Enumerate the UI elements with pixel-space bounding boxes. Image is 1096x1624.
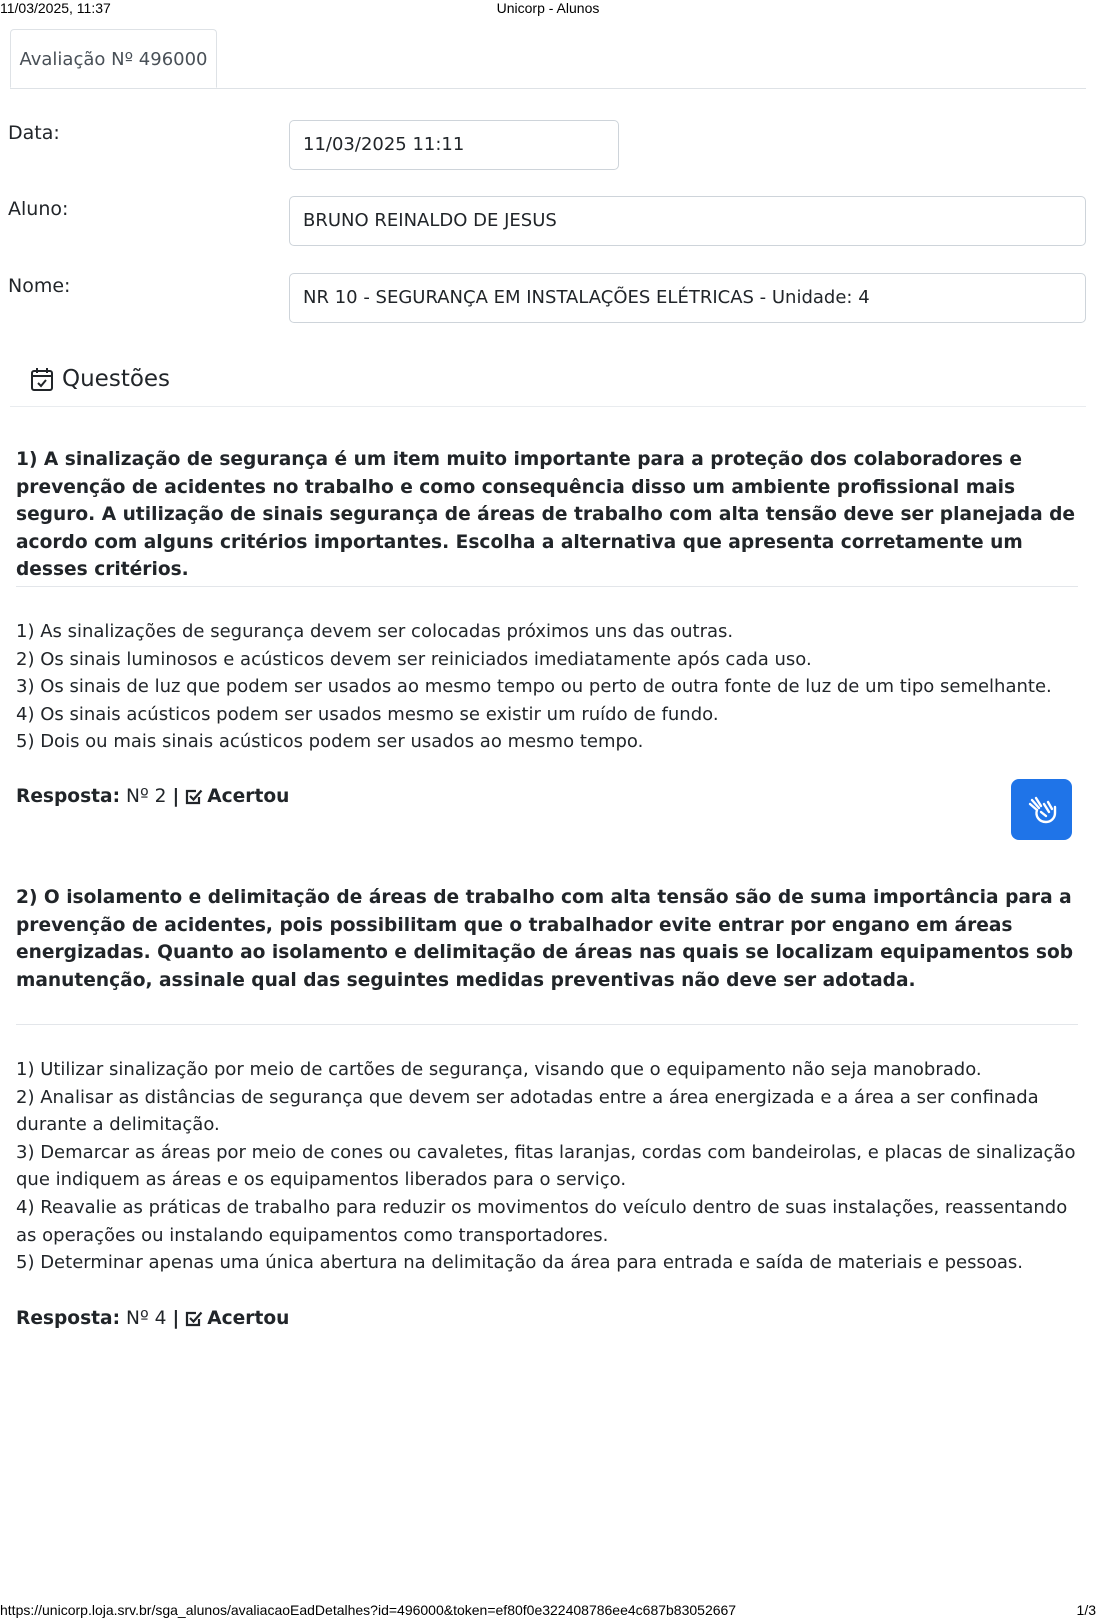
question-2-text: 2) O isolamento e delimitação de áreas de trabalho com alta tensão são de suma importância para a prevenção de acidentes, pois possibilitam que o trabalhador evite entrar por engano em áreas energizadas. Quanto ao isolamento e delimitação de áreas nas quais se localizam equipamentos sob manutenção, assinale qual das seguintes medidas preventivas não deve ser adotada. [16,887,1074,991]
print-footer [0,1602,1096,1622]
print-datetime: 11/03/2025, 11:37 [0,0,111,16]
question-2-option-3: 3) Demarcar as áreas por meio de cones ou cavaletes, fitas laranjas, cordas com bandeirolas, e placas de sinalização que indiquem as áreas e os equipamentos liberados para o serviço. [16,1141,1076,1191]
aluno-field[interactable]: BRUNO REINALDO DE JESUS [289,196,1086,246]
answer-value: Nº 2 [126,786,167,807]
check-square-icon [185,1310,203,1328]
nome-row [0,273,1096,325]
data-label: Data: [8,122,60,144]
sign-language-icon [1022,790,1062,830]
answer-status: Acertou [207,786,290,807]
question-2-option-2: 2) Analisar as distâncias de segurança que devem ser adotadas entre a área energizada e a área a ser confinada durante a delimitação. [16,1086,1039,1136]
question-1-divider [16,586,1078,587]
question-2-option-1: 1) Utilizar sinalização por meio de cartões de segurança, visando que o equipamento não seja manobrado. [16,1059,982,1080]
check-square-icon [185,788,203,806]
nome-label: Nome: [8,275,71,297]
question-1-option-3: 3) Os sinais de luz que podem ser usados ao mesmo tempo ou perto de outra fonte de luz de um tipo semelhante. [16,676,1052,698]
answer-separator: | [172,1308,180,1329]
answer-value: Nº 4 [126,1308,167,1329]
answer-label: Resposta: [16,1308,121,1329]
question-2-answer [16,1308,289,1329]
question-2-options [16,1056,1078,1277]
data-row [0,120,1096,172]
print-header [0,0,1096,20]
answer-label: Resposta: [16,786,121,807]
tab-avaliacao[interactable]: Avaliação Nº 496000 [10,29,217,88]
data-field[interactable]: 11/03/2025 11:11 [289,120,619,170]
answer-status: Acertou [207,1308,290,1329]
section-title-text: Questões [62,366,171,392]
question-1-option-4: 4) Os sinais acústicos podem ser usados mesmo se existir um ruído de fundo. [16,703,719,725]
print-url: https://unicorp.loja.srv.br/sga_alunos/avaliacaoEadDetalhes?id=496000&token=ef80f0e322408786ee4c687b83052667 [0,1602,737,1618]
tab-bar [10,29,1086,89]
question-2-divider [16,1024,1078,1025]
calendar-check-icon [30,366,54,392]
nome-field[interactable]: NR 10 - SEGURANÇA EM INSTALAÇÕES ELÉTRICAS - Unidade: 4 [289,273,1086,323]
question-1-option-1: 1) As sinalizações de segurança devem ser colocadas próximos uns das outras. [16,621,734,642]
question-1-option-2: 2) Os sinais luminosos e acústicos devem ser reiniciados imediatamente após cada uso. [16,648,812,670]
print-title: Unicorp - Alunos [496,0,600,16]
print-page-number: 1/3 [1076,1602,1096,1618]
question-2-option-5: 5) Determinar apenas uma única abertura na delimitação da área para entrada e saída de materiais e pessoas. [16,1252,1023,1274]
question-1-answer [16,786,289,807]
question-2-option-4: 4) Reavalie as práticas de trabalho para reduzir os movimentos do veículo dentro de suas instalações, reassentando as operações ou instalando equipamentos como transportadores. [16,1196,1068,1246]
question-1-option-5: 5) Dois ou mais sinais acústicos podem ser usados ao mesmo tempo. [16,731,644,753]
question-1-text: 1) A sinalização de segurança é um item muito importante para a proteção dos colaboradores e prevenção de acidentes no trabalho e como consequência disso um ambiente profissional mais seguro. A utilização de sinais segurança de áreas de trabalho com alta tensão deve ser planejada de acordo com alguns critérios importantes. Escolha a alternativa que apresenta corretamente um desses critérios. [16,449,1076,580]
section-divider [10,406,1086,407]
aluno-row [0,196,1096,248]
accessibility-button[interactable] [1011,779,1072,840]
answer-separator: | [172,786,180,807]
aluno-label: Aluno: [8,198,69,220]
question-1-options [16,618,1078,756]
section-title [30,364,170,394]
